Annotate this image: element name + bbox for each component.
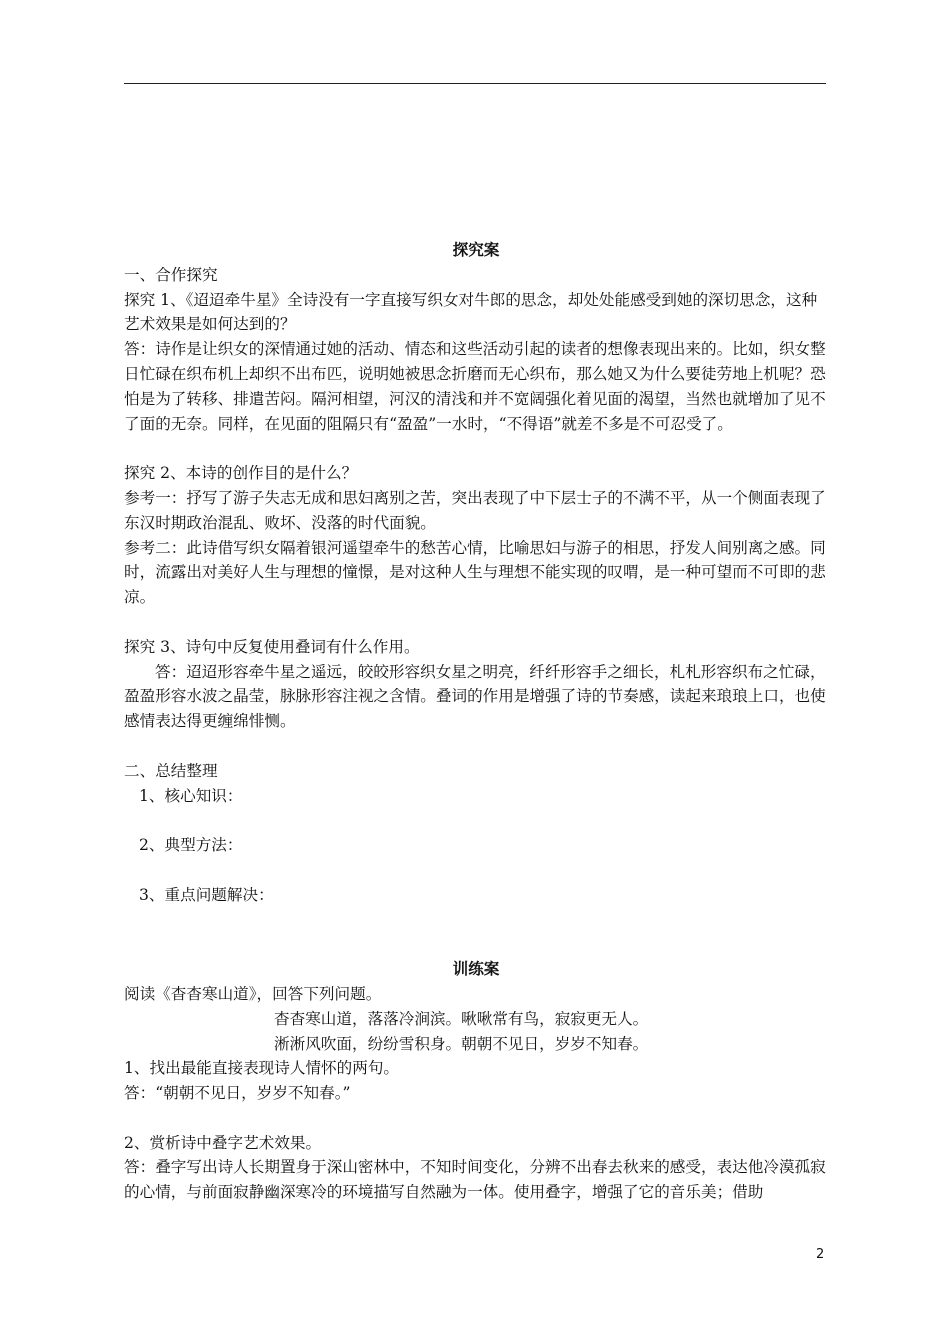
summary-typical-methods: 2、典型方法： [139, 836, 243, 855]
training-question-1: 1、找出最能直接表现诗人情怀的两句。 [124, 1059, 400, 1078]
page-number: 2 [816, 1247, 825, 1262]
training-question-2: 2、赏析诗中叠字艺术效果。 [124, 1133, 322, 1152]
training-intro: 阅读《杳杳寒山道》，回答下列问题。 [124, 984, 382, 1003]
inquiry-question-2: 探究 2、本诗的创作目的是什么？ [124, 464, 358, 483]
training-answer-2: 答：叠字写出诗人长期置身于深山密林中，不知时间变化，分辨不出春去秋来的感受，表达他冷漠孤寂的心情，与前面寂静幽深寒冷的环境描写自然融为一体。使用叠字，增强了它的音乐美；借助 [124, 1158, 826, 1202]
inquiry-answer-2-ref2: 参考二：此诗借写织女隔着银河遥望牵牛的愁苦心情，比喻思妇与游子的相思，抒发人间别离之感。同时，流露出对美好人生与理想的憧憬，是对这种人生与理想不能实现的叹喟，是一种可望而不可即的悲凉。 [124, 538, 826, 607]
inquiry-answer-1: 答：诗作是让织女的深情通过她的活动、情态和这些活动引起的读者的想像表现出来的。比如，织女整日忙碌在织布机上却织不出布匹，说明她被思念折磨而无心织布，那么她又为什么要徒劳地上机呢？恐怕是为了转移、排遣苦闷。隔河相望，河汉的清浅和并不宽阔强化着见面的渴望，当然也就增加了见不了面的无奈。同样，在见面的阻隔只有“盈盈”一水时，“不得语”就差不多是不可忍受了。 [124, 340, 826, 433]
section-summary: 二、总结整理 [124, 761, 218, 780]
poem-line-2: 淅淅风吹面，纷纷雪积身。朝朝不见日，岁岁不知春。 [274, 1034, 649, 1053]
inquiry-question-1: 探究 1、《迢迢牵牛星》全诗没有一字直接写织女对牛郎的思念，却处处能感受到她的深切思念，这种艺术效果是如何达到的？ [124, 290, 818, 334]
summary-key-problems: 3、重点问题解决： [139, 885, 274, 904]
summary-core-knowledge: 1、核心知识： [139, 786, 243, 805]
inquiry-title: 探究案 [452, 240, 500, 259]
training-answer-1: 答：“朝朝不见日，岁岁不知春。” [124, 1084, 351, 1103]
inquiry-answer-3: 答：迢迢形容牵牛星之遥远，皎皎形容织女星之明亮，纤纤形容手之细长，札札形容织布之忙碌，盈盈形容水波之晶莹，脉脉形容注视之含情。叠词的作用是增强了诗的节奏感，读起来琅琅上口，也使感情表达得更缠绵悱恻。 [124, 662, 826, 731]
section-cooperative-inquiry: 一、合作探究 [124, 265, 218, 284]
inquiry-answer-2-ref1: 参考一：抒写了游子失志无成和思妇离别之苦，突出表现了中下层士子的不满不平，从一个侧面表现了东汉时期政治混乱、败坏、没落的时代面貌。 [124, 488, 826, 532]
inquiry-question-3: 探究 3、诗句中反复使用叠词有什么作用。 [124, 637, 420, 656]
training-title: 训练案 [452, 959, 500, 979]
document-body [124, 238, 828, 1205]
poem-line-1: 杳杳寒山道，落落冷涧滨。啾啾常有鸟，寂寂更无人。 [274, 1009, 649, 1028]
header-rule [124, 83, 826, 84]
